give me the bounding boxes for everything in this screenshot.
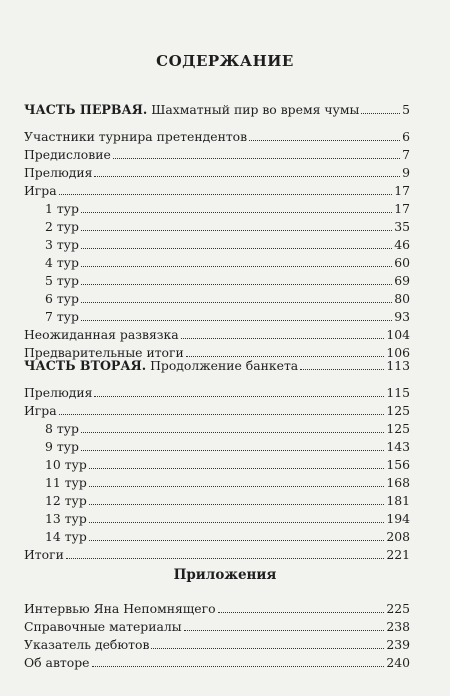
toc-page-number: 6 [402, 129, 410, 144]
toc-entry-label: 4 тур [45, 255, 79, 270]
toc-entry-label: Указатель дебютов [24, 637, 150, 652]
dot-leader [81, 248, 392, 249]
dot-leader [81, 302, 392, 303]
dot-leader [181, 338, 385, 339]
dot-leader [81, 212, 392, 213]
toc-entry[interactable] [24, 326, 410, 343]
dot-leader [151, 648, 384, 649]
toc-entry-label [24, 101, 359, 118]
dot-leader [89, 486, 385, 487]
toc-subentry[interactable] [45, 200, 410, 217]
toc-page-number: 221 [386, 547, 410, 562]
dot-leader [94, 176, 400, 177]
toc-page-number: 125 [386, 421, 410, 436]
toc-entry-label: 7 тур [45, 309, 79, 324]
appendix-heading: Приложения [173, 567, 277, 583]
toc-subentry[interactable] [45, 492, 410, 509]
dot-leader [89, 540, 385, 541]
toc-page-number: 9 [402, 165, 410, 180]
toc-page-number: 125 [386, 403, 410, 418]
toc-entry-label: Справочные материалы [24, 619, 182, 634]
dot-leader [81, 432, 384, 433]
toc-page-number: 239 [386, 637, 410, 652]
toc-subentry[interactable] [45, 510, 410, 527]
dot-leader [89, 504, 385, 505]
toc-page-number: 194 [386, 511, 410, 526]
toc-subentry[interactable] [45, 272, 410, 289]
toc-subentry[interactable] [45, 528, 410, 545]
toc-entry-label: 1 тур [45, 201, 79, 216]
toc-page-number: 156 [386, 457, 410, 472]
toc-subentry[interactable] [45, 308, 410, 325]
toc-subentry[interactable] [45, 290, 410, 307]
toc-page-number: 17 [394, 201, 410, 216]
toc-page-number: 5 [402, 102, 410, 117]
toc-page-number: 35 [394, 219, 410, 234]
toc-page-number: 240 [386, 655, 410, 670]
toc-subentry[interactable] [45, 218, 410, 235]
dot-leader [81, 450, 384, 451]
toc-entry-label: 5 тур [45, 273, 79, 288]
toc-page-number: 7 [402, 147, 410, 162]
dot-leader [361, 113, 400, 114]
toc-entry-label: 3 тур [45, 237, 79, 252]
dot-leader [249, 140, 400, 141]
part-title: Шахматный пир во время чумы [151, 102, 360, 117]
toc-page-number: 143 [386, 439, 410, 454]
toc-page-number: 60 [394, 255, 410, 270]
toc-entry-label: 14 тур [45, 529, 87, 544]
toc-subentry[interactable] [45, 420, 410, 437]
toc-entry-label: Интервью Яна Непомнящего [24, 601, 216, 616]
toc-entry-label: 13 тур [45, 511, 87, 526]
toc-entry-label: 12 тур [45, 493, 87, 508]
toc-page-number: 113 [386, 358, 410, 373]
toc-entry-label: Игра [24, 403, 57, 418]
dot-leader [59, 414, 385, 415]
part-number: ЧАСТЬ ПЕРВАЯ. [24, 102, 148, 117]
part-number: ЧАСТЬ ВТОРАЯ. [24, 358, 147, 373]
toc-subentry[interactable] [45, 254, 410, 271]
toc-entry-label: Предисловие [24, 147, 111, 162]
toc-part-heading[interactable] [24, 357, 410, 374]
toc-entry[interactable] [24, 182, 410, 199]
toc-entry[interactable] [24, 618, 410, 635]
toc-page-number: 115 [386, 385, 410, 400]
dot-leader [89, 468, 385, 469]
toc-entry-label: Об авторе [24, 655, 90, 670]
toc-page-number: 80 [394, 291, 410, 306]
toc-entry-label [24, 357, 298, 374]
toc-entry-label: Участники турнира претендентов [24, 129, 248, 144]
toc-entry[interactable] [24, 164, 410, 181]
toc-entry[interactable] [24, 402, 410, 419]
toc-entry[interactable] [24, 546, 410, 563]
toc-page-number: 168 [386, 475, 410, 490]
toc-page-number: 238 [386, 619, 410, 634]
toc-page-number: 181 [386, 493, 410, 508]
toc-entry-label: 9 тур [45, 439, 79, 454]
toc-entry[interactable] [24, 146, 410, 163]
toc-entry[interactable] [24, 636, 410, 653]
dot-leader [81, 284, 392, 285]
toc-entry[interactable] [24, 600, 410, 617]
dot-leader [184, 630, 385, 631]
toc-page-number: 93 [394, 309, 410, 324]
toc-entry-label: 10 тур [45, 457, 87, 472]
dot-leader [300, 369, 384, 370]
toc-page-number: 46 [394, 237, 410, 252]
toc-page-number: 17 [394, 183, 410, 198]
toc-entry-label: Итоги [24, 547, 64, 562]
dot-leader [81, 320, 392, 321]
toc-page-number: 208 [386, 529, 410, 544]
dot-leader [113, 158, 400, 159]
toc-page-number: 106 [386, 345, 410, 360]
toc-entry[interactable] [24, 128, 410, 145]
dot-leader [81, 266, 392, 267]
toc-entry-label: 2 тур [45, 219, 79, 234]
toc-entry-label: Прелюдия [24, 165, 93, 180]
toc-entry-label: 6 тур [45, 291, 79, 306]
toc-part-heading[interactable] [24, 101, 410, 118]
toc-subentry[interactable] [45, 456, 410, 473]
toc-entry-label: Неожиданная развязка [24, 327, 179, 342]
toc-page-number: 69 [394, 273, 410, 288]
dot-leader [94, 396, 384, 397]
dot-leader [59, 194, 393, 195]
dot-leader [92, 666, 385, 667]
toc-page-number: 104 [386, 327, 410, 342]
dot-leader [89, 522, 385, 523]
toc-entry[interactable] [24, 654, 410, 671]
dot-leader [81, 230, 392, 231]
toc-entry-label: Прелюдия [24, 385, 93, 400]
toc-subentry[interactable] [45, 236, 410, 253]
toc-subentry[interactable] [45, 474, 410, 491]
dot-leader [66, 558, 384, 559]
toc-page-number: 225 [386, 601, 410, 616]
toc-entry-label: Игра [24, 183, 57, 198]
toc-entry-label: 8 тур [45, 421, 79, 436]
dot-leader [218, 612, 385, 613]
page-title: СОДЕРЖАНИЕ [156, 52, 294, 70]
toc-entry[interactable] [24, 384, 410, 401]
toc-entry-label: 11 тур [45, 475, 87, 490]
part-title: Продолжение банкета [150, 358, 299, 373]
toc-subentry[interactable] [45, 438, 410, 455]
toc-entry-label: Предварительные итоги [24, 345, 184, 360]
